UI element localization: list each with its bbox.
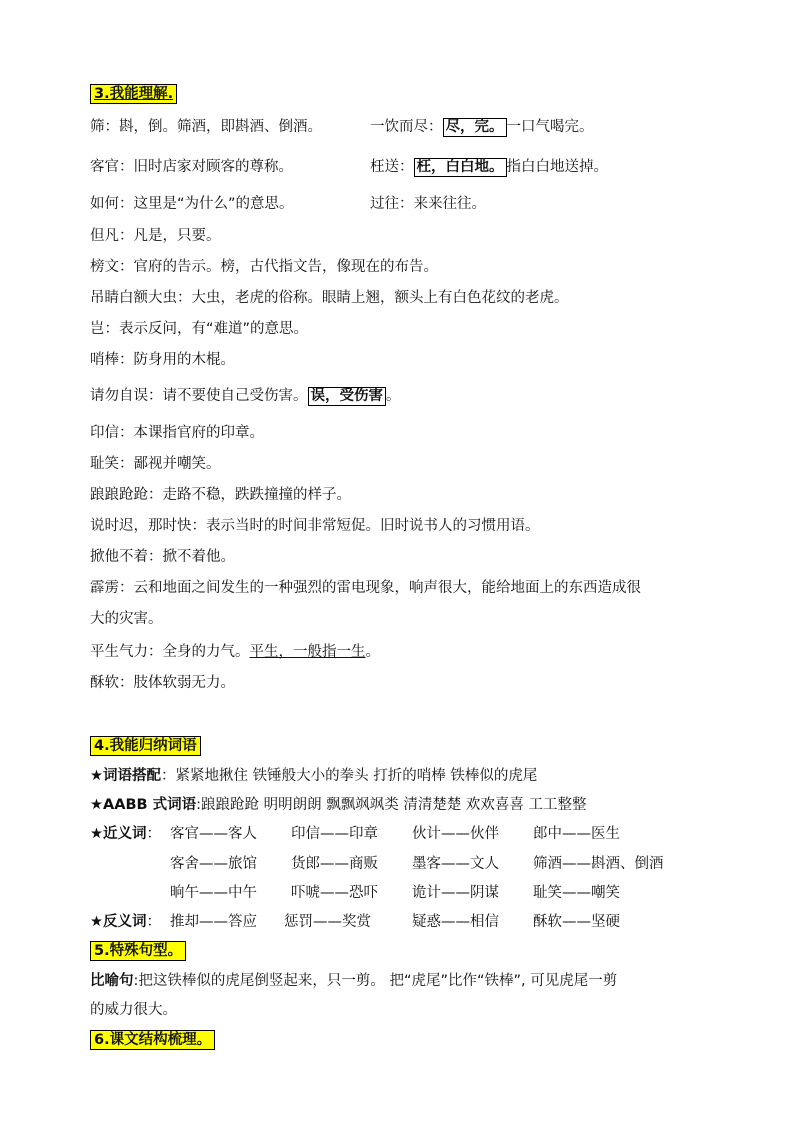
section-4-heading-line — [90, 736, 201, 756]
synonym-pair: 印信——印章 — [291, 826, 378, 842]
aabb-line — [90, 795, 587, 815]
punct: 。 — [386, 388, 401, 404]
section-6-heading: 6.课文结构梳理。 — [90, 1030, 215, 1050]
def-wangsong — [370, 157, 608, 177]
section-5-heading: 5.特殊句型。 — [90, 941, 186, 961]
def-qingwuziwu — [90, 386, 401, 406]
collocation-label: 词语搭配 — [103, 768, 161, 784]
def-xiantabuzhao: 掀他不着：掀不着他。 — [90, 549, 235, 565]
def-line-3 — [90, 194, 294, 214]
section-6-heading-line — [90, 1030, 215, 1050]
def-shuoshichi: 说时迟，那时快：表示当时的时间非常短促。旧时说书人的习惯用语。 — [90, 518, 540, 534]
def-danfan: 但凡：凡是，只要。 — [90, 228, 221, 244]
def-yinxin: 印信：本课指官府的印章。 — [90, 425, 264, 441]
antonym-label-line — [90, 912, 161, 932]
def-shaobang: 哨棒：防身用的木棍。 — [90, 352, 235, 368]
synonym-pair: 晌午——中午 — [170, 885, 257, 901]
collocation-text: ：紧紧地揪住 铁锤般大小的拳头 打折的哨棒 铁棒似的虎尾 — [161, 768, 538, 784]
def-pili-line2: 大的灾害。 — [90, 611, 163, 627]
synonym-pair: 客官——客人 — [170, 826, 257, 842]
synonym-pair: 吓唬——恐吓 — [291, 885, 378, 901]
antonym-label: 反义词 — [103, 914, 147, 930]
antonym-pair: 惩罚——奖赏 — [284, 914, 371, 930]
def-suruan: 酥软：肢体软弱无力。 — [90, 675, 235, 691]
def-qi: 岂：表示反问，有“难道”的意思。 — [90, 321, 309, 337]
def-keguan: 客官：旧时店家对顾客的尊称。 — [90, 159, 293, 175]
punct: ： — [146, 914, 161, 930]
def-line-1 — [90, 117, 322, 137]
star-icon: ★ — [90, 797, 103, 813]
def-pili-line1: 霹雳：云和地面之间发生的一种强烈的雷电现象，响声很大，能给地面上的东西造成很 — [90, 580, 641, 596]
synonym-label: 近义词 — [103, 826, 147, 842]
aabb-text: :踉踉跄跄 明明朗朗 飘飘飒飒类 清清楚楚 欢欢喜喜 工工整整 — [196, 797, 587, 813]
simile-text-1: :把这铁棒似的虎尾倒竖起来，只一剪。 把“虎尾”比作“铁棒”, 可见虎尾一剪 — [133, 973, 618, 989]
simile-line-1 — [90, 971, 617, 991]
def-dachong: 吊睛白额大虫：大虫，老虎的俗称。眼睛上翘，额头上有白色花纹的老虎。 — [90, 290, 569, 306]
def-wangsong-meaning: 指白白地送掉。 — [506, 159, 608, 175]
synonym-pair: 耻笑——嘲笑 — [533, 885, 620, 901]
simile-label: 比喻句 — [90, 973, 134, 989]
section-3-heading-line — [90, 84, 177, 104]
synonym-pair: 墨客——文人 — [412, 856, 499, 872]
section-4-heading: 4.我能归纳词语 — [90, 736, 201, 756]
star-icon: ★ — [90, 914, 103, 930]
def-pingshengqili-text: 平生气力：全身的力气。 — [90, 644, 250, 660]
synonym-pair: 客舍——旅馆 — [170, 856, 257, 872]
star-icon: ★ — [90, 826, 103, 842]
boxed-note-wang: 枉，白白地。 — [414, 158, 507, 177]
collocation-line — [90, 766, 537, 786]
boxed-note-jin: 尽，完。 — [443, 118, 507, 137]
synonym-pair: 筛酒——斟酒、倒酒 — [533, 856, 664, 872]
synonym-pair: 郎中——医生 — [533, 826, 620, 842]
def-pingshengqili — [90, 642, 380, 662]
def-ruhe: 如何：这里是“为什么”的意思。 — [90, 196, 294, 212]
synonym-pair: 诡计——阴谋 — [412, 885, 499, 901]
def-line-2 — [90, 157, 293, 177]
synonym-pair: 伙计——伙伴 — [412, 826, 499, 842]
def-yiyinerjin-term: 一饮而尽： — [370, 119, 443, 135]
section-5-heading-line — [90, 941, 186, 961]
punct: 。 — [365, 644, 380, 660]
def-bangwen: 榜文：官府的告示。榜，古代指文告，像现在的布告。 — [90, 259, 438, 275]
def-yiyinerjin-meaning: 一口气喝完。 — [506, 119, 594, 135]
def-wangsong-term: 枉送： — [370, 159, 414, 175]
section-3-heading: 3.我能理解. — [90, 84, 177, 104]
punct: ： — [146, 826, 161, 842]
aabb-label: AABB 式词语 — [103, 797, 197, 813]
underlined-note-pingsheng: 平生，一般指一生 — [249, 644, 366, 660]
def-chixiao: 耻笑：鄙视并嘲笑。 — [90, 456, 221, 472]
def-qingwuziwu-text: 请勿自误：请不要使自己受伤害。 — [90, 388, 308, 404]
synonym-label-line — [90, 824, 161, 844]
def-liangliangqiangqiang: 踉踉跄跄：走路不稳，跌跌撞撞的样子。 — [90, 487, 351, 503]
antonym-pair: 疑惑——相信 — [412, 914, 499, 930]
simile-line-2: 的威力很大。 — [90, 1002, 177, 1018]
synonym-pair: 货郎——商贩 — [291, 856, 378, 872]
antonym-pair: 推却——答应 — [170, 914, 257, 930]
def-shai: 筛：斟，倒。筛酒，即斟酒、倒酒。 — [90, 119, 322, 135]
boxed-note-wu: 误，受伤害 — [308, 387, 387, 406]
def-yiyinerjin — [370, 117, 594, 137]
def-guowang: 过往：来来往往。 — [370, 196, 486, 212]
star-icon: ★ — [90, 768, 103, 784]
antonym-pair: 酥软——坚硬 — [533, 914, 620, 930]
